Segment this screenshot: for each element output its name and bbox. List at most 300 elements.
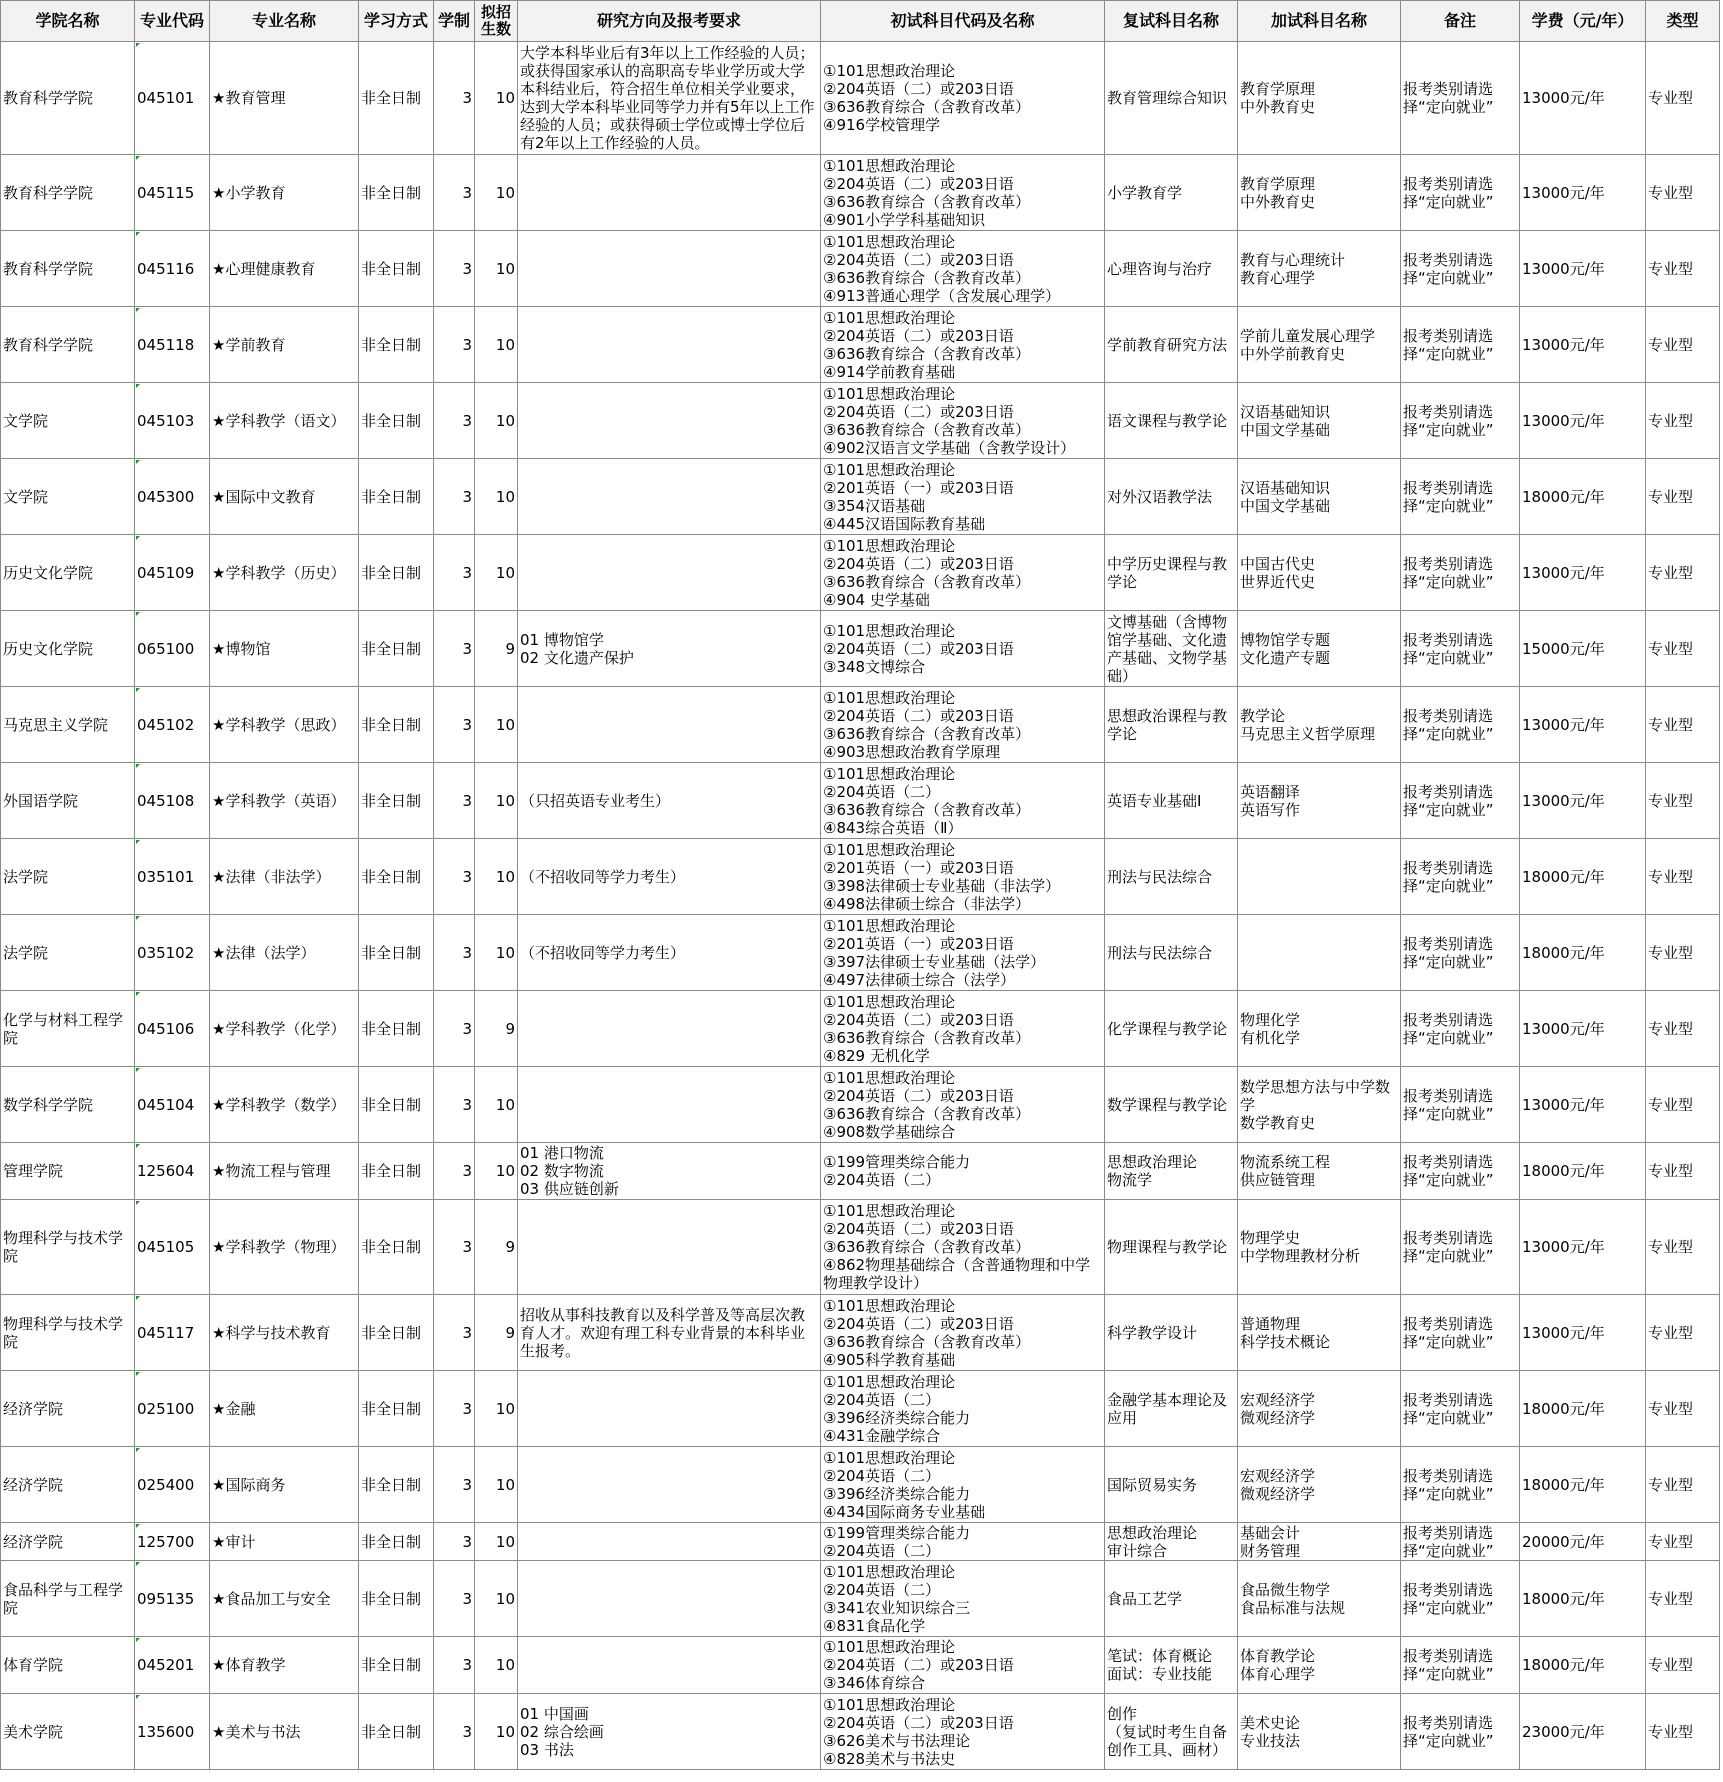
cell-direction[interactable] — [518, 1561, 821, 1637]
cell-code[interactable]: 045108 — [135, 763, 210, 839]
cell-fee[interactable]: 18000元/年 — [1520, 1561, 1646, 1637]
cell-extra[interactable]: 中国古代史 世界近代史 — [1238, 535, 1401, 611]
cell-note[interactable]: 报考类别请选择“定向就业” — [1401, 42, 1520, 155]
cell-extra[interactable]: 物流系统工程 供应链管理 — [1238, 1143, 1401, 1200]
cell-extra[interactable] — [1238, 915, 1401, 991]
cell-code[interactable]: 125604 — [135, 1143, 210, 1200]
cell-quota[interactable]: 10 — [475, 1694, 518, 1770]
cell-major[interactable]: ★学科教学（物理） — [210, 1200, 359, 1295]
cell-note[interactable]: 报考类别请选择“定向就业” — [1401, 1295, 1520, 1371]
cell-direction[interactable] — [518, 1637, 821, 1694]
cell-quota[interactable]: 10 — [475, 307, 518, 383]
cell-college[interactable]: 历史文化学院 — [1, 611, 135, 687]
cell-direction[interactable]: 大学本科毕业后有3年以上工作经验的人员；或获得国家承认的高职高专毕业学历或大学本科结业后，符合招生单位相关学业要求，达到大学本科毕业同等学力并有5年以上工作经验的人员；或获得硕士学位或博士学位后有2年以上工作经验的人员。 — [518, 42, 821, 155]
cell-quota[interactable]: 10 — [475, 1637, 518, 1694]
cell-college[interactable]: 外国语学院 — [1, 763, 135, 839]
cell-code[interactable]: 045109 — [135, 535, 210, 611]
cell-extra[interactable]: 美术史论 专业技法 — [1238, 1694, 1401, 1770]
cell-college[interactable]: 食品科学与工程学院 — [1, 1561, 135, 1637]
cell-code[interactable]: 045101 — [135, 42, 210, 155]
cell-direction[interactable]: 01 港口物流 02 数字物流 03 供应链创新 — [518, 1143, 821, 1200]
cell-type[interactable]: 专业型 — [1646, 839, 1720, 915]
cell-exam[interactable]: ①101思想政治理论 ②204英语（二） ③636教育综合（含教育改革） ④843综合英语（Ⅱ） — [821, 763, 1105, 839]
cell-major[interactable]: ★美术与书法 — [210, 1694, 359, 1770]
cell-retest[interactable]: 刑法与民法综合 — [1105, 915, 1238, 991]
cell-mode[interactable]: 非全日制 — [359, 1143, 434, 1200]
cell-note[interactable]: 报考类别请选择“定向就业” — [1401, 307, 1520, 383]
cell-retest[interactable]: 思想政治理论 物流学 — [1105, 1143, 1238, 1200]
header-type[interactable]: 类型 — [1646, 1, 1720, 42]
cell-mode[interactable]: 非全日制 — [359, 763, 434, 839]
cell-years[interactable]: 3 — [434, 1523, 475, 1561]
cell-retest[interactable]: 思想政治理论 审计综合 — [1105, 1523, 1238, 1561]
cell-fee[interactable]: 18000元/年 — [1520, 1371, 1646, 1447]
cell-retest[interactable]: 英语专业基础Ⅰ — [1105, 763, 1238, 839]
cell-extra[interactable]: 教学论 马克思主义哲学原理 — [1238, 687, 1401, 763]
cell-type[interactable]: 专业型 — [1646, 307, 1720, 383]
cell-direction[interactable] — [518, 1447, 821, 1523]
cell-major[interactable]: ★食品加工与安全 — [210, 1561, 359, 1637]
cell-type[interactable]: 专业型 — [1646, 535, 1720, 611]
cell-direction[interactable]: 01 博物馆学 02 文化遗产保护 — [518, 611, 821, 687]
cell-exam[interactable]: ①199管理类综合能力 ②204英语（二） — [821, 1523, 1105, 1561]
cell-college[interactable]: 数学科学学院 — [1, 1067, 135, 1143]
cell-extra[interactable]: 食品微生物学 食品标准与法规 — [1238, 1561, 1401, 1637]
cell-retest[interactable]: 化学课程与教学论 — [1105, 991, 1238, 1067]
cell-extra[interactable]: 汉语基础知识 中国文学基础 — [1238, 459, 1401, 535]
cell-type[interactable]: 专业型 — [1646, 383, 1720, 459]
cell-major[interactable]: ★金融 — [210, 1371, 359, 1447]
cell-code[interactable]: 095135 — [135, 1561, 210, 1637]
cell-type[interactable]: 专业型 — [1646, 763, 1720, 839]
cell-code[interactable]: 045300 — [135, 459, 210, 535]
cell-major[interactable]: ★学科教学（数学） — [210, 1067, 359, 1143]
cell-code[interactable]: 045106 — [135, 991, 210, 1067]
cell-note[interactable]: 报考类别请选择“定向就业” — [1401, 1561, 1520, 1637]
cell-note[interactable]: 报考类别请选择“定向就业” — [1401, 687, 1520, 763]
cell-mode[interactable]: 非全日制 — [359, 1200, 434, 1295]
cell-note[interactable]: 报考类别请选择“定向就业” — [1401, 1067, 1520, 1143]
cell-extra[interactable] — [1238, 839, 1401, 915]
cell-exam[interactable]: ①101思想政治理论 ②204英语（二）或203日语 ③636教育综合（含教育改革） ④913普通心理学（含发展心理学） — [821, 231, 1105, 307]
cell-direction[interactable]: （只招英语专业考生） — [518, 763, 821, 839]
cell-type[interactable]: 专业型 — [1646, 1694, 1720, 1770]
cell-major[interactable]: ★心理健康教育 — [210, 231, 359, 307]
cell-years[interactable]: 3 — [434, 383, 475, 459]
cell-type[interactable]: 专业型 — [1646, 1637, 1720, 1694]
cell-years[interactable]: 3 — [434, 1561, 475, 1637]
cell-retest[interactable]: 刑法与民法综合 — [1105, 839, 1238, 915]
cell-college[interactable]: 管理学院 — [1, 1143, 135, 1200]
cell-note[interactable]: 报考类别请选择“定向就业” — [1401, 383, 1520, 459]
cell-retest[interactable]: 思想政治课程与教学论 — [1105, 687, 1238, 763]
cell-direction[interactable]: （不招收同等学力考生） — [518, 839, 821, 915]
cell-mode[interactable]: 非全日制 — [359, 991, 434, 1067]
cell-fee[interactable]: 13000元/年 — [1520, 231, 1646, 307]
cell-major[interactable]: ★科学与技术教育 — [210, 1295, 359, 1371]
cell-quota[interactable]: 10 — [475, 231, 518, 307]
cell-type[interactable]: 专业型 — [1646, 155, 1720, 231]
cell-direction[interactable] — [518, 1200, 821, 1295]
cell-major[interactable]: ★学科教学（思政） — [210, 687, 359, 763]
cell-years[interactable]: 3 — [434, 839, 475, 915]
cell-direction[interactable] — [518, 991, 821, 1067]
cell-type[interactable]: 专业型 — [1646, 611, 1720, 687]
cell-type[interactable]: 专业型 — [1646, 459, 1720, 535]
cell-years[interactable]: 3 — [434, 1067, 475, 1143]
cell-exam[interactable]: ①101思想政治理论 ②204英语（二）或203日语 ③636教育综合（含教育改革） ④914学前教育基础 — [821, 307, 1105, 383]
cell-major[interactable]: ★国际商务 — [210, 1447, 359, 1523]
cell-mode[interactable]: 非全日制 — [359, 1694, 434, 1770]
cell-extra[interactable]: 数学思想方法与中学数学 数学教育史 — [1238, 1067, 1401, 1143]
cell-exam[interactable]: ①199管理类综合能力 ②204英语（二） — [821, 1143, 1105, 1200]
cell-direction[interactable]: 01 中国画 02 综合绘画 03 书法 — [518, 1694, 821, 1770]
cell-note[interactable]: 报考类别请选择“定向就业” — [1401, 155, 1520, 231]
cell-years[interactable]: 3 — [434, 763, 475, 839]
cell-major[interactable]: ★学科教学（语文） — [210, 383, 359, 459]
header-mode[interactable]: 学习方式 — [359, 1, 434, 42]
cell-direction[interactable] — [518, 535, 821, 611]
cell-years[interactable]: 3 — [434, 459, 475, 535]
cell-note[interactable]: 报考类别请选择“定向就业” — [1401, 1447, 1520, 1523]
cell-college[interactable]: 教育科学学院 — [1, 231, 135, 307]
cell-code[interactable]: 065100 — [135, 611, 210, 687]
cell-direction[interactable] — [518, 383, 821, 459]
cell-retest[interactable]: 食品工艺学 — [1105, 1561, 1238, 1637]
cell-type[interactable]: 专业型 — [1646, 1371, 1720, 1447]
cell-quota[interactable]: 9 — [475, 611, 518, 687]
cell-extra[interactable]: 物理学史 中学物理教材分析 — [1238, 1200, 1401, 1295]
cell-quota[interactable]: 10 — [475, 1523, 518, 1561]
cell-note[interactable]: 报考类别请选择“定向就业” — [1401, 1371, 1520, 1447]
cell-extra[interactable]: 宏观经济学 微观经济学 — [1238, 1371, 1401, 1447]
cell-quota[interactable]: 9 — [475, 1200, 518, 1295]
cell-college[interactable]: 经济学院 — [1, 1371, 135, 1447]
cell-years[interactable]: 3 — [434, 1200, 475, 1295]
cell-mode[interactable]: 非全日制 — [359, 1067, 434, 1143]
cell-extra[interactable]: 体育教学论 体育心理学 — [1238, 1637, 1401, 1694]
cell-college[interactable]: 文学院 — [1, 383, 135, 459]
cell-years[interactable]: 3 — [434, 1637, 475, 1694]
cell-college[interactable]: 物理科学与技术学院 — [1, 1200, 135, 1295]
cell-retest[interactable]: 语文课程与教学论 — [1105, 383, 1238, 459]
header-years[interactable]: 学制 — [434, 1, 475, 42]
cell-direction[interactable] — [518, 687, 821, 763]
cell-mode[interactable]: 非全日制 — [359, 155, 434, 231]
cell-code[interactable]: 125700 — [135, 1523, 210, 1561]
cell-exam[interactable]: ①101思想政治理论 ②204英语（二）或203日语 ③636教育综合（含教育改革） ④916学校管理学 — [821, 42, 1105, 155]
cell-code[interactable]: 045118 — [135, 307, 210, 383]
cell-quota[interactable]: 10 — [475, 687, 518, 763]
cell-note[interactable]: 报考类别请选择“定向就业” — [1401, 1637, 1520, 1694]
cell-note[interactable]: 报考类别请选择“定向就业” — [1401, 1143, 1520, 1200]
cell-mode[interactable]: 非全日制 — [359, 231, 434, 307]
cell-college[interactable]: 体育学院 — [1, 1637, 135, 1694]
cell-type[interactable]: 专业型 — [1646, 1200, 1720, 1295]
cell-major[interactable]: ★学前教育 — [210, 307, 359, 383]
cell-college[interactable]: 教育科学学院 — [1, 42, 135, 155]
cell-exam[interactable]: ①101思想政治理论 ②204英语（二） ③341农业知识综合三 ④831食品化学 — [821, 1561, 1105, 1637]
cell-extra[interactable]: 英语翻译 英语写作 — [1238, 763, 1401, 839]
cell-college[interactable]: 文学院 — [1, 459, 135, 535]
cell-fee[interactable]: 13000元/年 — [1520, 307, 1646, 383]
cell-college[interactable]: 经济学院 — [1, 1523, 135, 1561]
cell-fee[interactable]: 18000元/年 — [1520, 1143, 1646, 1200]
cell-type[interactable]: 专业型 — [1646, 1143, 1720, 1200]
cell-retest[interactable]: 心理咨询与治疗 — [1105, 231, 1238, 307]
cell-college[interactable]: 马克思主义学院 — [1, 687, 135, 763]
cell-extra[interactable]: 宏观经济学 微观经济学 — [1238, 1447, 1401, 1523]
cell-years[interactable]: 3 — [434, 915, 475, 991]
cell-extra[interactable]: 教育学原理 中外教育史 — [1238, 42, 1401, 155]
cell-fee[interactable]: 13000元/年 — [1520, 42, 1646, 155]
cell-mode[interactable]: 非全日制 — [359, 1371, 434, 1447]
cell-years[interactable]: 3 — [434, 611, 475, 687]
cell-direction[interactable]: （不招收同等学力考生） — [518, 915, 821, 991]
cell-quota[interactable]: 10 — [475, 1447, 518, 1523]
cell-type[interactable]: 专业型 — [1646, 991, 1720, 1067]
cell-note[interactable]: 报考类别请选择“定向就业” — [1401, 991, 1520, 1067]
cell-quota[interactable]: 10 — [475, 155, 518, 231]
cell-code[interactable]: 045117 — [135, 1295, 210, 1371]
header-extra[interactable]: 加试科目名称 — [1238, 1, 1401, 42]
cell-college[interactable]: 化学与材料工程学院 — [1, 991, 135, 1067]
cell-retest[interactable]: 物理课程与教学论 — [1105, 1200, 1238, 1295]
cell-type[interactable]: 专业型 — [1646, 231, 1720, 307]
cell-extra[interactable]: 博物馆学专题 文化遗产专题 — [1238, 611, 1401, 687]
cell-mode[interactable]: 非全日制 — [359, 1523, 434, 1561]
cell-extra[interactable]: 物理化学 有机化学 — [1238, 991, 1401, 1067]
cell-major[interactable]: ★体育教学 — [210, 1637, 359, 1694]
cell-note[interactable]: 报考类别请选择“定向就业” — [1401, 1694, 1520, 1770]
cell-mode[interactable]: 非全日制 — [359, 42, 434, 155]
cell-code[interactable]: 045116 — [135, 231, 210, 307]
cell-note[interactable]: 报考类别请选择“定向就业” — [1401, 535, 1520, 611]
header-quota[interactable]: 拟招 生数 — [475, 1, 518, 42]
cell-years[interactable]: 3 — [434, 155, 475, 231]
cell-quota[interactable]: 10 — [475, 1067, 518, 1143]
cell-retest[interactable]: 对外汉语教学法 — [1105, 459, 1238, 535]
cell-years[interactable]: 3 — [434, 307, 475, 383]
cell-retest[interactable]: 金融学基本理论及应用 — [1105, 1371, 1238, 1447]
cell-major[interactable]: ★审计 — [210, 1523, 359, 1561]
cell-note[interactable]: 报考类别请选择“定向就业” — [1401, 459, 1520, 535]
cell-note[interactable]: 报考类别请选择“定向就业” — [1401, 915, 1520, 991]
cell-retest[interactable]: 教育管理综合知识 — [1105, 42, 1238, 155]
cell-type[interactable]: 专业型 — [1646, 1447, 1720, 1523]
cell-exam[interactable]: ①101思想政治理论 ②204英语（二）或203日语 ③636教育综合（含教育改革） ④904 史学基础 — [821, 535, 1105, 611]
cell-exam[interactable]: ①101思想政治理论 ②204英语（二）或203日语 ③636教育综合（含教育改革） ④902汉语言文学基础（含教学设计） — [821, 383, 1105, 459]
cell-exam[interactable]: ①101思想政治理论 ②201英语（一）或203日语 ③397法律硕士专业基础（法学） ④497法律硕士综合（法学） — [821, 915, 1105, 991]
cell-code[interactable]: 135600 — [135, 1694, 210, 1770]
cell-quota[interactable]: 10 — [475, 1561, 518, 1637]
cell-quota[interactable]: 9 — [475, 1295, 518, 1371]
cell-code[interactable]: 045104 — [135, 1067, 210, 1143]
cell-code[interactable]: 045105 — [135, 1200, 210, 1295]
cell-fee[interactable]: 23000元/年 — [1520, 1694, 1646, 1770]
cell-mode[interactable]: 非全日制 — [359, 1561, 434, 1637]
cell-retest[interactable]: 科学教学设计 — [1105, 1295, 1238, 1371]
cell-fee[interactable]: 13000元/年 — [1520, 535, 1646, 611]
cell-extra[interactable]: 教育学原理 中外教育史 — [1238, 155, 1401, 231]
cell-years[interactable]: 3 — [434, 535, 475, 611]
cell-years[interactable]: 3 — [434, 1447, 475, 1523]
cell-fee[interactable]: 18000元/年 — [1520, 839, 1646, 915]
cell-college[interactable]: 历史文化学院 — [1, 535, 135, 611]
cell-quota[interactable]: 10 — [475, 1371, 518, 1447]
cell-years[interactable]: 3 — [434, 1371, 475, 1447]
cell-college[interactable]: 美术学院 — [1, 1694, 135, 1770]
cell-major[interactable]: ★学科教学（化学） — [210, 991, 359, 1067]
cell-retest[interactable]: 小学教育学 — [1105, 155, 1238, 231]
cell-college[interactable]: 物理科学与技术学院 — [1, 1295, 135, 1371]
cell-quota[interactable]: 10 — [475, 763, 518, 839]
cell-note[interactable]: 报考类别请选择“定向就业” — [1401, 839, 1520, 915]
cell-note[interactable]: 报考类别请选择“定向就业” — [1401, 231, 1520, 307]
cell-exam[interactable]: ①101思想政治理论 ②201英语（一）或203日语 ③398法律硕士专业基础（非法学） ④498法律硕士综合（非法学） — [821, 839, 1105, 915]
cell-years[interactable]: 3 — [434, 42, 475, 155]
cell-type[interactable]: 专业型 — [1646, 687, 1720, 763]
cell-code[interactable]: 025100 — [135, 1371, 210, 1447]
cell-exam[interactable]: ①101思想政治理论 ②204英语（二）或203日语 ③636教育综合（含教育改革） ④905科学教育基础 — [821, 1295, 1105, 1371]
cell-major[interactable]: ★教育管理 — [210, 42, 359, 155]
cell-note[interactable]: 报考类别请选择“定向就业” — [1401, 763, 1520, 839]
cell-fee[interactable]: 13000元/年 — [1520, 383, 1646, 459]
cell-fee[interactable]: 18000元/年 — [1520, 459, 1646, 535]
cell-extra[interactable]: 普通物理 科学技术概论 — [1238, 1295, 1401, 1371]
cell-mode[interactable]: 非全日制 — [359, 535, 434, 611]
cell-exam[interactable]: ①101思想政治理论 ②204英语（二）或203日语 ③636教育综合（含教育改革） ④901小学学科基础知识 — [821, 155, 1105, 231]
cell-type[interactable]: 专业型 — [1646, 1295, 1720, 1371]
cell-exam[interactable]: ①101思想政治理论 ②204英语（二） ③396经济类综合能力 ④431金融学综合 — [821, 1371, 1105, 1447]
cell-major[interactable]: ★国际中文教育 — [210, 459, 359, 535]
cell-exam[interactable]: ①101思想政治理论 ②204英语（二） ③396经济类综合能力 ④434国际商务专业基础 — [821, 1447, 1105, 1523]
cell-quota[interactable]: 9 — [475, 991, 518, 1067]
cell-note[interactable]: 报考类别请选择“定向就业” — [1401, 611, 1520, 687]
cell-college[interactable]: 法学院 — [1, 839, 135, 915]
header-direction[interactable]: 研究方向及报考要求 — [518, 1, 821, 42]
cell-type[interactable]: 专业型 — [1646, 42, 1720, 155]
cell-direction[interactable] — [518, 1067, 821, 1143]
cell-direction[interactable] — [518, 1371, 821, 1447]
cell-exam[interactable]: ①101思想政治理论 ②204英语（二）或203日语 ③636教育综合（含教育改革） ④862物理基础综合（含普通物理和中学 物理教学设计） — [821, 1200, 1105, 1295]
cell-years[interactable]: 3 — [434, 1295, 475, 1371]
cell-years[interactable]: 3 — [434, 231, 475, 307]
cell-fee[interactable]: 15000元/年 — [1520, 611, 1646, 687]
cell-type[interactable]: 专业型 — [1646, 1523, 1720, 1561]
cell-mode[interactable]: 非全日制 — [359, 1295, 434, 1371]
cell-code[interactable]: 045115 — [135, 155, 210, 231]
header-fee[interactable]: 学费（元/年） — [1520, 1, 1646, 42]
cell-fee[interactable]: 13000元/年 — [1520, 991, 1646, 1067]
cell-mode[interactable]: 非全日制 — [359, 687, 434, 763]
cell-fee[interactable]: 13000元/年 — [1520, 1067, 1646, 1143]
cell-years[interactable]: 3 — [434, 1143, 475, 1200]
cell-fee[interactable]: 13000元/年 — [1520, 1200, 1646, 1295]
cell-college[interactable]: 法学院 — [1, 915, 135, 991]
cell-extra[interactable]: 教育与心理统计 教育心理学 — [1238, 231, 1401, 307]
cell-years[interactable]: 3 — [434, 991, 475, 1067]
cell-retest[interactable]: 文博基础（含博物馆学基础、文化遗产基础、文物学基础） — [1105, 611, 1238, 687]
cell-major[interactable]: ★物流工程与管理 — [210, 1143, 359, 1200]
header-note[interactable]: 备注 — [1401, 1, 1520, 42]
cell-fee[interactable]: 20000元/年 — [1520, 1523, 1646, 1561]
cell-mode[interactable]: 非全日制 — [359, 383, 434, 459]
cell-extra[interactable]: 汉语基础知识 中国文学基础 — [1238, 383, 1401, 459]
cell-retest[interactable]: 学前教育研究方法 — [1105, 307, 1238, 383]
cell-exam[interactable]: ①101思想政治理论 ②204英语（二）或203日语 ③348文博综合 — [821, 611, 1105, 687]
cell-mode[interactable]: 非全日制 — [359, 915, 434, 991]
cell-quota[interactable]: 10 — [475, 459, 518, 535]
cell-mode[interactable]: 非全日制 — [359, 1447, 434, 1523]
cell-years[interactable]: 3 — [434, 687, 475, 763]
cell-quota[interactable]: 10 — [475, 535, 518, 611]
cell-years[interactable]: 3 — [434, 1694, 475, 1770]
cell-mode[interactable]: 非全日制 — [359, 307, 434, 383]
cell-code[interactable]: 045103 — [135, 383, 210, 459]
cell-note[interactable]: 报考类别请选择“定向就业” — [1401, 1523, 1520, 1561]
cell-direction[interactable] — [518, 459, 821, 535]
cell-exam[interactable]: ①101思想政治理论 ②204英语（二）或203日语 ③636教育综合（含教育改革） ④829 无机化学 — [821, 991, 1105, 1067]
header-code[interactable]: 专业代码 — [135, 1, 210, 42]
cell-extra[interactable]: 基础会计 财务管理 — [1238, 1523, 1401, 1561]
cell-direction[interactable] — [518, 155, 821, 231]
cell-college[interactable]: 教育科学学院 — [1, 307, 135, 383]
cell-type[interactable]: 专业型 — [1646, 1067, 1720, 1143]
cell-major[interactable]: ★学科教学（英语） — [210, 763, 359, 839]
cell-direction[interactable] — [518, 231, 821, 307]
cell-fee[interactable]: 13000元/年 — [1520, 1295, 1646, 1371]
cell-major[interactable]: ★法律（法学） — [210, 915, 359, 991]
cell-code[interactable]: 045102 — [135, 687, 210, 763]
cell-code[interactable]: 035101 — [135, 839, 210, 915]
cell-direction[interactable]: 招收从事科技教育以及科学普及等高层次教育人才。欢迎有理工科专业背景的本科毕业生报考。 — [518, 1295, 821, 1371]
cell-retest[interactable]: 数学课程与教学论 — [1105, 1067, 1238, 1143]
cell-retest[interactable]: 创作 （复试时考生自备创作工具、画材） — [1105, 1694, 1238, 1770]
cell-quota[interactable]: 10 — [475, 383, 518, 459]
cell-direction[interactable] — [518, 307, 821, 383]
cell-code[interactable]: 035102 — [135, 915, 210, 991]
cell-exam[interactable]: ①101思想政治理论 ②204英语（二）或203日语 ③626美术与书法理论 ④828美术与书法史 — [821, 1694, 1105, 1770]
cell-major[interactable]: ★博物馆 — [210, 611, 359, 687]
cell-note[interactable]: 报考类别请选择“定向就业” — [1401, 1200, 1520, 1295]
cell-extra[interactable]: 学前儿童发展心理学 中外学前教育史 — [1238, 307, 1401, 383]
cell-code[interactable]: 025400 — [135, 1447, 210, 1523]
cell-code[interactable]: 045201 — [135, 1637, 210, 1694]
cell-fee[interactable]: 18000元/年 — [1520, 915, 1646, 991]
cell-fee[interactable]: 18000元/年 — [1520, 1637, 1646, 1694]
cell-fee[interactable]: 13000元/年 — [1520, 687, 1646, 763]
cell-exam[interactable]: ①101思想政治理论 ②204英语（二）或203日语 ③636教育综合（含教育改革） ④903思想政治教育学原理 — [821, 687, 1105, 763]
cell-type[interactable]: 专业型 — [1646, 1561, 1720, 1637]
cell-mode[interactable]: 非全日制 — [359, 839, 434, 915]
cell-quota[interactable]: 10 — [475, 1143, 518, 1200]
header-exam[interactable]: 初试科目代码及名称 — [821, 1, 1105, 42]
cell-retest[interactable]: 中学历史课程与教学论 — [1105, 535, 1238, 611]
cell-college[interactable]: 教育科学学院 — [1, 155, 135, 231]
cell-mode[interactable]: 非全日制 — [359, 459, 434, 535]
cell-major[interactable]: ★学科教学（历史） — [210, 535, 359, 611]
cell-fee[interactable]: 18000元/年 — [1520, 1447, 1646, 1523]
cell-exam[interactable]: ①101思想政治理论 ②201英语（一）或203日语 ③354汉语基础 ④445汉语国际教育基础 — [821, 459, 1105, 535]
header-college[interactable]: 学院名称 — [1, 1, 135, 42]
cell-retest[interactable]: 笔试：体育概论 面试：专业技能 — [1105, 1637, 1238, 1694]
cell-major[interactable]: ★法律（非法学） — [210, 839, 359, 915]
cell-direction[interactable] — [518, 1523, 821, 1561]
cell-fee[interactable]: 13000元/年 — [1520, 763, 1646, 839]
cell-exam[interactable]: ①101思想政治理论 ②204英语（二）或203日语 ③346体育综合 — [821, 1637, 1105, 1694]
cell-major[interactable]: ★小学教育 — [210, 155, 359, 231]
